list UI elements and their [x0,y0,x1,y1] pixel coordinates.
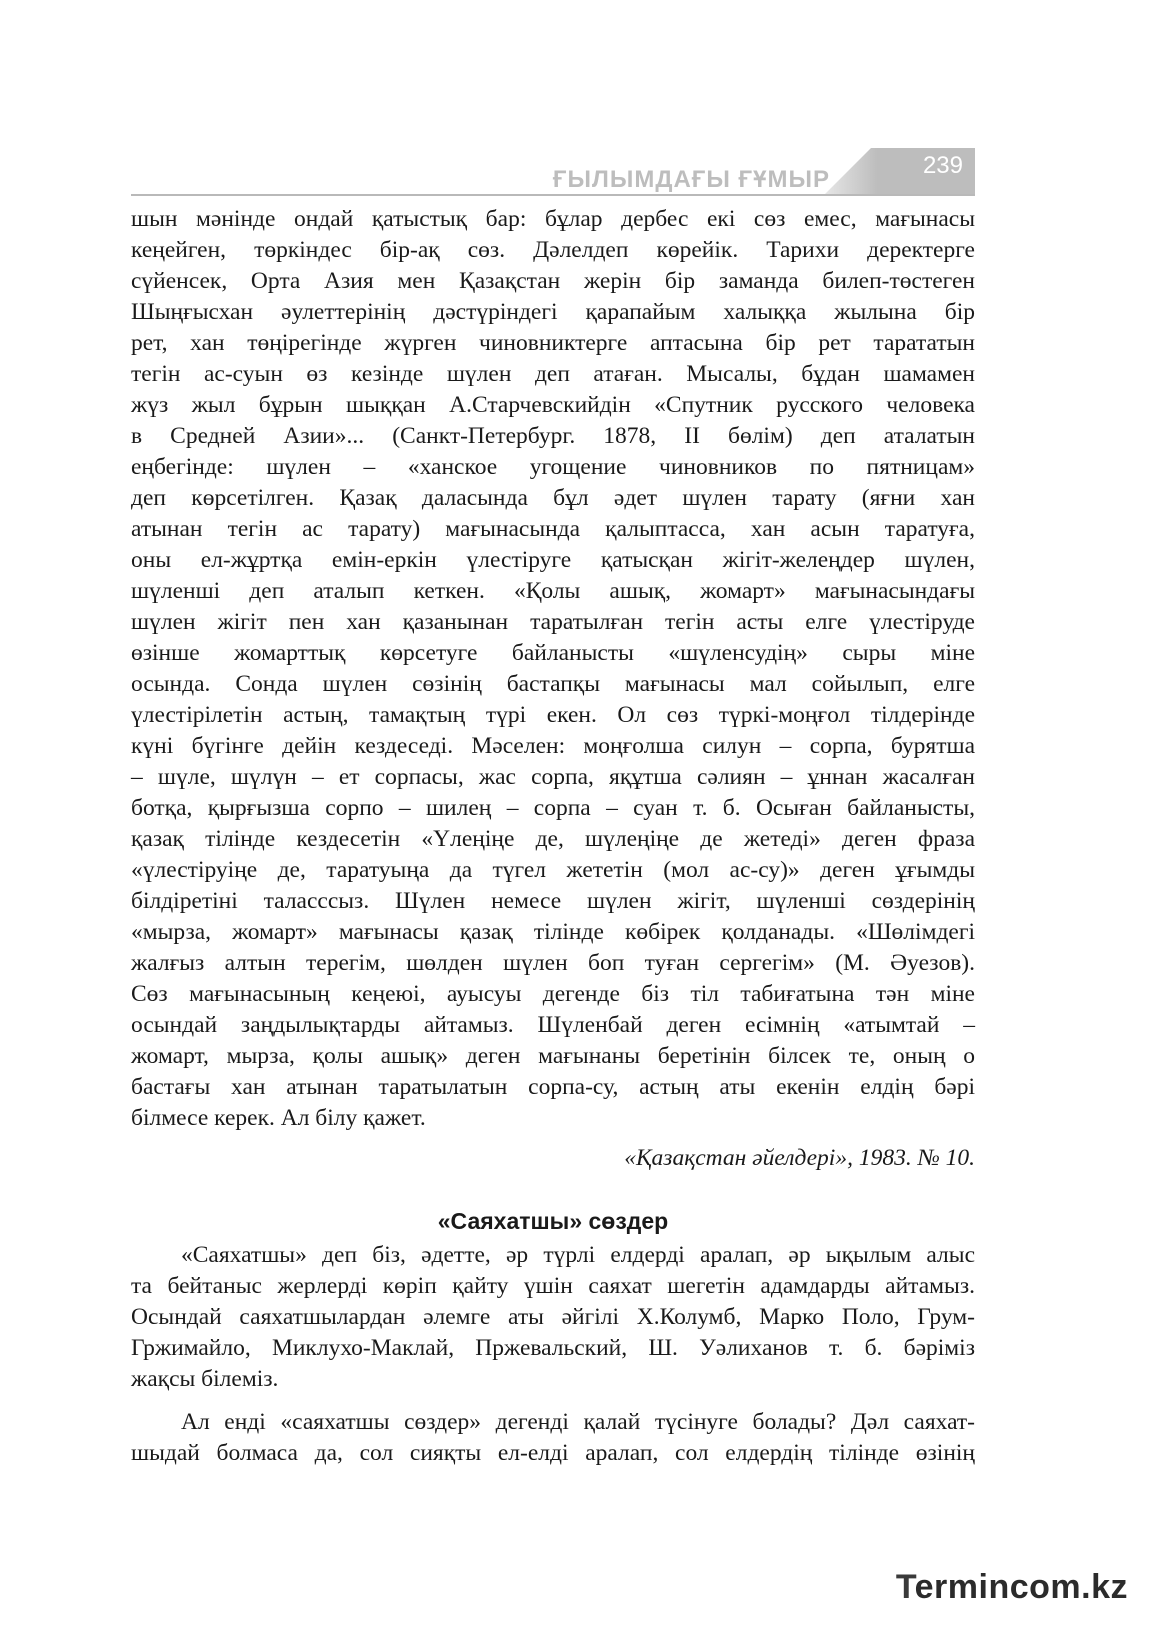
watermark-initial: T [895,1568,915,1606]
text-line: кеңейген, төркіндес бір-ақ сөз. Дәлелдеп көрейік. Тарихи деректерге [131,237,975,263]
text-line: Ал енді «саяхатшы сөздер» дегенді қалай түсінуге болады? Дәл саяхат- [181,1409,975,1435]
text-line: шын мәнінде ондай қатыстық бар: бұлар дербес екі сөз емес, мағынасы [131,206,975,232]
text-line: рет, хан төңірегінде жүрген чиновниктерге аптасына бір рет тарататын [131,330,975,356]
text-line: үлестірілетін астың, тамақтың түрі екен. Ол сөз түркі-моңғол тілдерінде [131,702,975,728]
text-line: осындай заңдылықтарды айтамыз. Шүленбай деген есімнің «атымтай – [131,1012,975,1038]
text-line: осында. Сонда шүлен сөзінің бастапқы мағынасы мал сойылып, елге [131,671,975,697]
running-header-title: ҒЫЛЫМДАҒЫ ҒҰМЫР [552,166,830,193]
text-line: – шүле, шүлүн – ет сорпасы, жас сорпа, яқұтша сәлиян – ұннан жасалған [131,764,975,790]
text-line: Сөз мағынасының кеңеюі, ауысуы дегенде біз тіл табиғатына тән міне [131,981,975,1007]
header-rule [131,194,975,196]
text-line: та бейтаныс жерлерді көріп қайту үшін саяхат шегетін адамдарды айтамыз. [131,1273,975,1299]
paragraph-gap [131,1395,975,1407]
text-line: жалғыз алтын терегім, шөлден шүлен боп туған сергегім» (М. Әуезов). [131,950,975,976]
watermark-logo [896,1568,1128,1607]
text-line: Осындай саяхатшылардан әлемге аты әйгілі Х.Колумб, Марко Поло, Грум- [131,1304,975,1330]
text-line: тегін ас-суын өз кезінде шүлен деп атаған. Мысалы, бұдан шамамен [131,361,975,387]
text-line: өзінше жомарттық көрсетуге байланысты «шүленсудің» сыры міне [131,640,975,666]
text-line: бастағы хан атынан таратылатын сорпа-су, астың аты екенін елдің бәрі [131,1074,975,1100]
text-line: қазақ тілінде кездесетін «Үлеңіңе де, шүлеңіңе де жетеді» деген фраза [131,826,975,852]
watermark-text: ermincom.kz [914,1568,1128,1606]
section-heading: «Саяхатшы» сөздер [437,1208,669,1234]
text-line: білмесе керек. Ал білу қажет. [131,1105,426,1131]
paragraph-section [131,1240,975,1469]
text-line: күні бүгінге дейін кездеседі. Мәселен: моңғолша силун – сорпа, бурятша [131,733,975,759]
text-line: сүйенсек, Орта Азия мен Қазақстан жерін бір заманда билеп-төстеген [131,268,975,294]
text-line: Шыңғысхан әулеттерінің дәстүріндегі қарапайым халыққа жылына бір [131,299,975,325]
text-line: жақсы білеміз. [131,1366,279,1392]
text-line: шүлен жігіт пен хан қазанынан таратылған тегін асты елге үлестіруде [131,609,975,635]
text-line: в Средней Азии»... (Санкт-Петербург. 1878, II бөлім) деп аталатын [131,423,975,449]
page-number: 239 [922,152,963,179]
running-header [131,148,975,196]
text-line: жүз жыл бұрын шыққан А.Старчевскийдін «Спутник русского человека [131,392,975,418]
text-line: «Саяхатшы» деп біз, әдетте, әр түрлі елдерді аралап, әр ықылым алыс [181,1242,975,1268]
source-citation: «Қазақстан әйелдері», 1983. № 10. [624,1145,975,1171]
text-line: шүленші деп аталып кеткен. «Қолы ашық, жомарт» мағынасындағы [131,578,975,604]
page-number-tab [825,148,975,194]
text-line: «мырза, жомарт» мағынасы қазақ тілінде көбірек қолданады. «Шөлімдегі [131,919,975,945]
text-line: білдіретіні таласссыз. Шүлен немесе шүлен жігіт, шүленші сөздерінің [131,888,975,914]
text-line: жомарт, мырза, қолы ашық» деген мағынаны беретінін білсек те, оның о [131,1043,975,1069]
text-line: шыдай болмаса да, сол сияқты ел-елді аралап, сол елдердің тілінде өзінің [131,1440,975,1466]
text-line: оны ел-жұртқа емін-еркін үлестіруге қатысқан жігіт-желеңдер шүлен, [131,547,975,573]
text-line: деп көрсетілген. Қазақ даласында бұл әдет шүлен тарату (яғни хан [131,485,975,511]
text-line: «үлестіруіңе де, таратуыңа да түгел жететін (мол ас-су)» деген ұғымды [131,857,975,883]
text-line: Гржимайло, Миклухо-Маклай, Пржевальский, Ш. Уәлиханов т. б. бәріміз [131,1335,975,1361]
text-line: ботқа, қырғызша сорпо – шилең – сорпа – суан т. б. Осыған байланысты, [131,795,975,821]
text-line: еңбегінде: шүлен – «ханское угощение чиновников по пятницам» [131,454,975,480]
paragraph-main [131,204,975,1134]
text-line: атынан тегін ас тарату) мағынасында қалыптасса, хан асын таратуға, [131,516,975,542]
